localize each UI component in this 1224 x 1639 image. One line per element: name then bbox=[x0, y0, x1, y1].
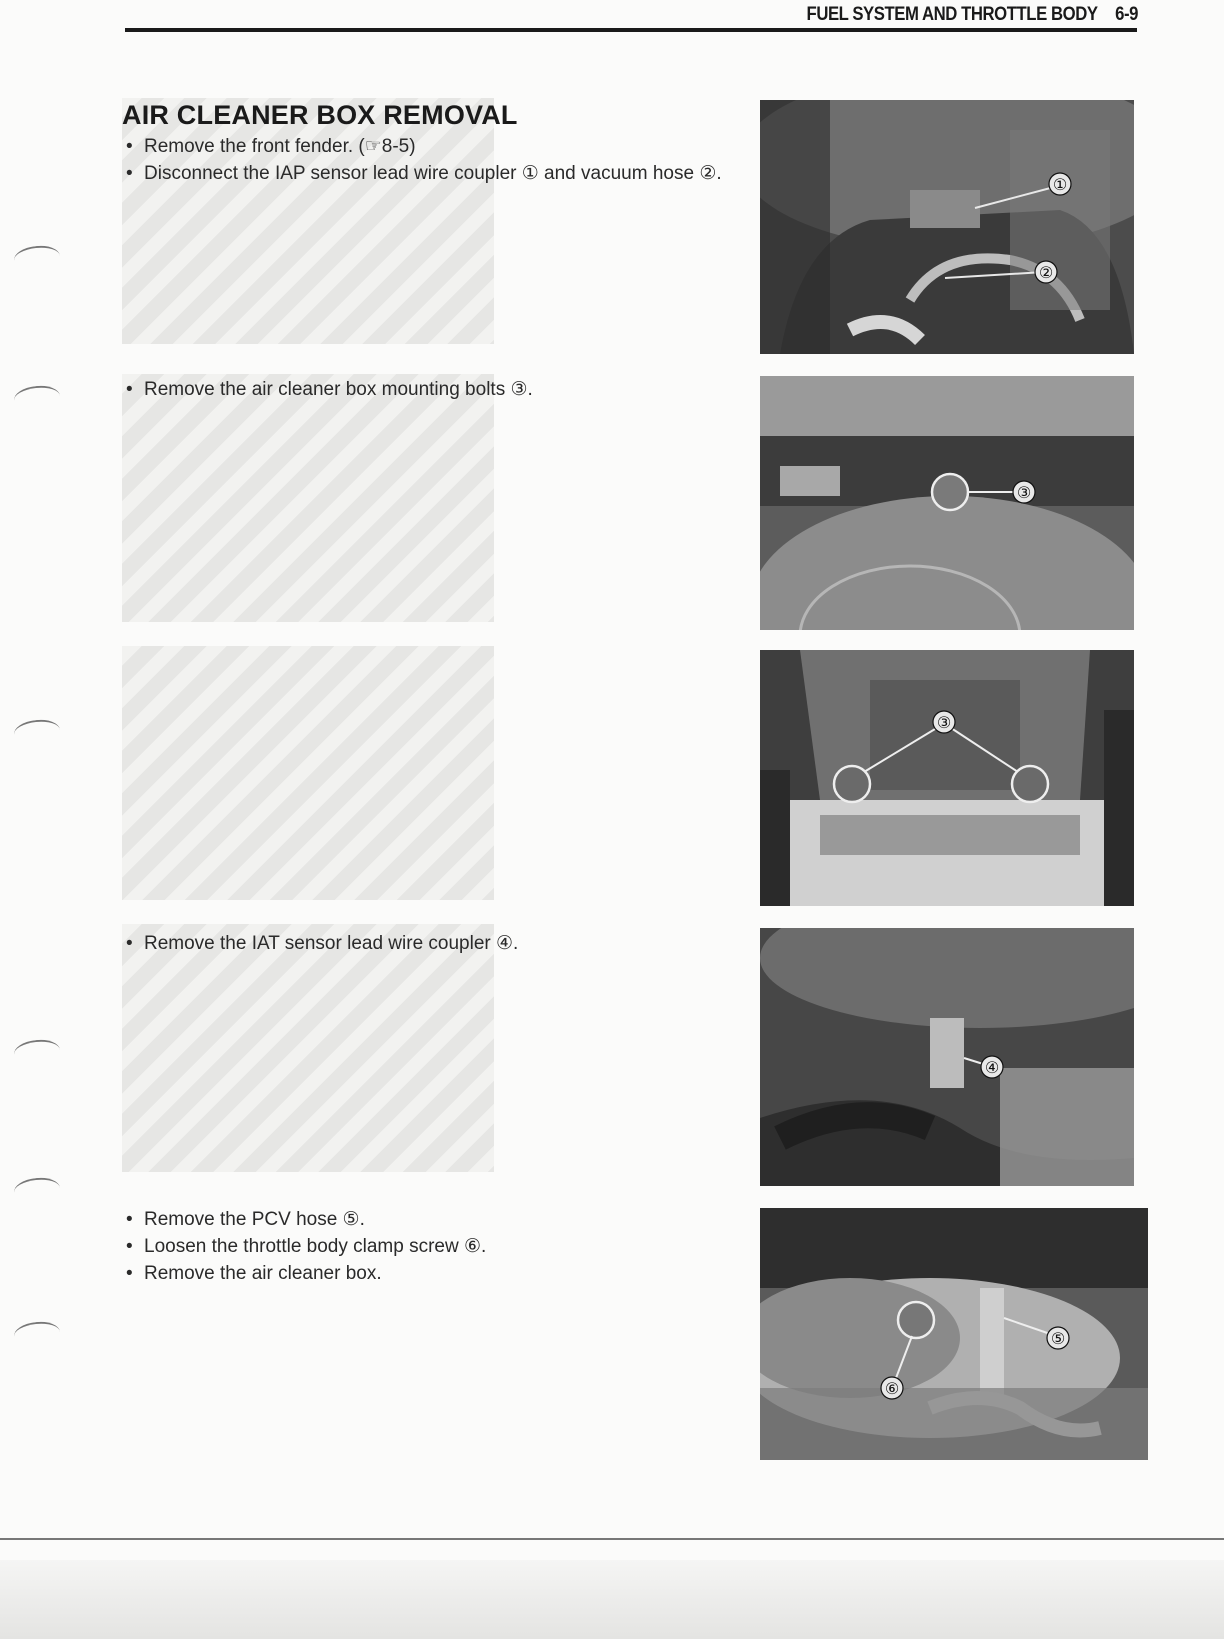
callout-label: ③ bbox=[1016, 483, 1032, 502]
step-item: • Remove the air cleaner box mounting bolts ③. bbox=[124, 376, 724, 403]
step-item: • Disconnect the IAP sensor lead wire coupler ① and vacuum hose ②. bbox=[124, 160, 724, 187]
step-item: • Remove the IAT sensor lead wire coupler ④. bbox=[124, 930, 724, 957]
callout-label: ⑤ bbox=[1050, 1329, 1066, 1348]
photo-mounting-bolts-bottom bbox=[760, 650, 1134, 906]
running-header bbox=[805, 4, 1138, 26]
footer-scan-band bbox=[0, 1560, 1224, 1639]
step-list-3 bbox=[124, 930, 724, 957]
photo-mounting-bolt-top bbox=[760, 376, 1134, 630]
photo-iap-sensor bbox=[760, 100, 1134, 354]
margin-mark bbox=[13, 718, 61, 747]
section-title: FUEL SYSTEM AND THROTTLE BODY bbox=[806, 4, 1098, 25]
margin-mark bbox=[13, 1320, 61, 1349]
margin-mark bbox=[13, 244, 61, 273]
margin-mark bbox=[13, 384, 61, 413]
photo-pcv-hose-clamp bbox=[760, 1208, 1148, 1460]
callout-label: ② bbox=[1038, 263, 1054, 282]
margin-mark bbox=[13, 1176, 61, 1205]
step-list-1 bbox=[124, 133, 724, 187]
margin-mark bbox=[13, 1038, 61, 1067]
photo-iat-sensor bbox=[760, 928, 1134, 1186]
step-item: • Remove the PCV hose ⑤. bbox=[124, 1206, 724, 1233]
header-rule bbox=[125, 28, 1137, 32]
step-list-4 bbox=[124, 1206, 724, 1287]
page-number: 6-9 bbox=[1115, 4, 1138, 25]
ghost-image bbox=[122, 374, 494, 622]
callout-label: ④ bbox=[984, 1058, 1000, 1077]
footer-rule bbox=[0, 1538, 1224, 1540]
ghost-image bbox=[122, 924, 494, 1172]
callout-label: ③ bbox=[936, 713, 952, 732]
step-item: • Loosen the throttle body clamp screw ⑥. bbox=[124, 1233, 724, 1260]
callout-label: ① bbox=[1052, 175, 1068, 194]
step-item: • Remove the air cleaner box. bbox=[124, 1260, 724, 1287]
step-list-2 bbox=[124, 376, 724, 403]
page-title: AIR CLEANER BOX REMOVAL bbox=[122, 100, 518, 130]
callout-label: ⑥ bbox=[884, 1379, 900, 1398]
ghost-image bbox=[122, 646, 494, 900]
step-item: • Remove the front fender. (☞8-5) bbox=[124, 133, 724, 160]
